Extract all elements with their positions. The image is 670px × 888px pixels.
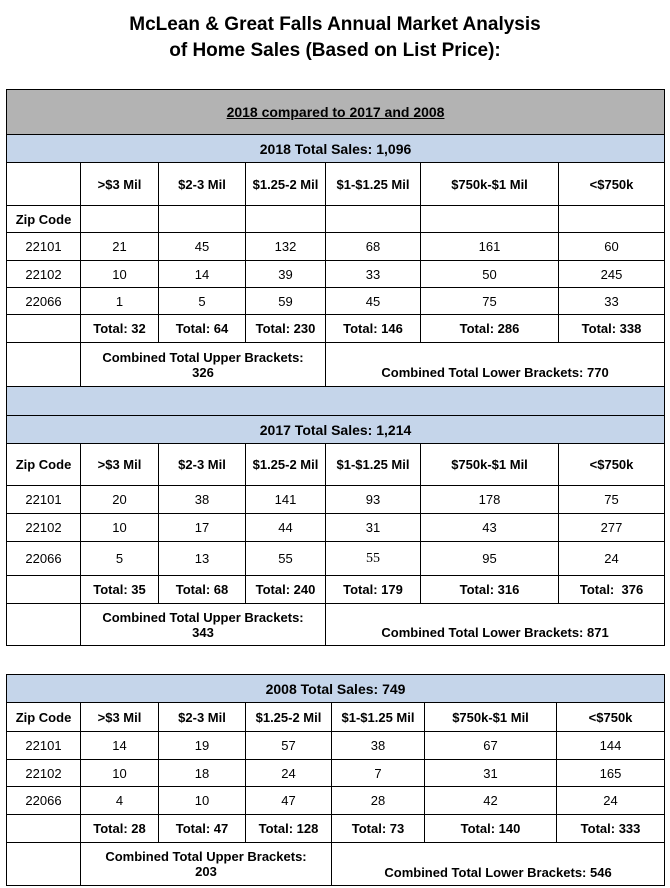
- blank-cell: [7, 815, 81, 843]
- sales-table-2018-2017: [6, 89, 665, 646]
- table-row: [7, 486, 665, 514]
- value-cell: 33: [559, 288, 665, 315]
- value-cell: 57: [246, 732, 332, 760]
- blank-cell: [7, 843, 81, 886]
- table-row: [7, 787, 665, 815]
- total-cell: Total: 338: [559, 315, 665, 343]
- value-cell: 47: [246, 787, 332, 815]
- column-header-row-2017: [7, 444, 665, 486]
- col-header: $1.25-2 Mil: [246, 703, 332, 732]
- value-cell: 67: [425, 732, 557, 760]
- comparison-row: [7, 90, 665, 135]
- year-header-2008: 2008 Total Sales: 749: [7, 675, 665, 703]
- total-cell: Total: 240: [246, 576, 326, 604]
- total-cell: Total: 146: [326, 315, 421, 343]
- value-cell: 10: [81, 514, 159, 542]
- column-header-row-2008: [7, 703, 665, 732]
- value-cell: 4: [81, 787, 159, 815]
- combined-upper-2018: [81, 343, 326, 387]
- value-cell: 277: [559, 514, 665, 542]
- col-header: $1.25-2 Mil: [246, 444, 326, 486]
- col-header: $750k-$1 Mil: [421, 444, 559, 486]
- value-cell: 20: [81, 486, 159, 514]
- value-cell: 50: [421, 261, 559, 288]
- value-cell: 75: [559, 486, 665, 514]
- table-row: [7, 542, 665, 576]
- spacer-row: [7, 387, 665, 416]
- col-header: <$750k: [559, 444, 665, 486]
- total-cell: Total: 179: [326, 576, 421, 604]
- col-header: $2-3 Mil: [159, 163, 246, 206]
- value-cell: 14: [81, 732, 159, 760]
- comparison-title: 2018 compared to 2017 and 2008: [226, 104, 445, 120]
- combined-upper-label: Combined Total Upper Brackets:: [105, 849, 307, 864]
- col-header: <$750k: [557, 703, 665, 732]
- value-cell: 24: [559, 542, 665, 576]
- total-cell: Total: 28: [81, 815, 159, 843]
- total-cell: Total: 68: [159, 576, 246, 604]
- totals-row-2008: [7, 815, 665, 843]
- blank-cell: [7, 604, 81, 646]
- value-cell: 165: [557, 760, 665, 787]
- total-cell: Total: 376: [559, 576, 665, 604]
- blank-cell: [7, 315, 81, 343]
- value-cell: 38: [332, 732, 425, 760]
- zip-code-label: Zip Code: [7, 703, 81, 732]
- zip-cell: 22101: [7, 233, 81, 261]
- value-cell: 31: [326, 514, 421, 542]
- table-row: [7, 732, 665, 760]
- zip-cell: 22102: [7, 760, 81, 787]
- value-cell: 28: [332, 787, 425, 815]
- combined-upper-2017: [81, 604, 326, 646]
- value-cell: 59: [246, 288, 326, 315]
- zip-cell: 22102: [7, 261, 81, 288]
- value-cell: 21: [81, 233, 159, 261]
- combined-upper-value: 326: [192, 364, 214, 380]
- blank-cell: [7, 163, 81, 206]
- value-cell: 55: [246, 542, 326, 576]
- value-cell: 5: [81, 542, 159, 576]
- table-row: [7, 760, 665, 787]
- blank-cell: [421, 206, 559, 233]
- value-cell: 10: [81, 261, 159, 288]
- value-cell: 24: [557, 787, 665, 815]
- zip-code-label: Zip Code: [7, 444, 81, 486]
- value-cell: 45: [326, 288, 421, 315]
- combined-lower-2017: Combined Total Lower Brackets: 871: [326, 604, 665, 646]
- value-cell: 75: [421, 288, 559, 315]
- spacer-band: [7, 387, 665, 416]
- totals-row-2017: [7, 576, 665, 604]
- title-line-2: of Home Sales (Based on List Price):: [169, 40, 501, 61]
- value-cell: 141: [246, 486, 326, 514]
- col-header: $1-$1.25 Mil: [326, 444, 421, 486]
- value-cell: 18: [159, 760, 246, 787]
- value-cell: 55: [326, 542, 421, 576]
- col-header: $1-$1.25 Mil: [332, 703, 425, 732]
- zip-cell: 22066: [7, 288, 81, 315]
- value-cell: 43: [421, 514, 559, 542]
- combined-upper-2008: [81, 843, 332, 886]
- total-cell: Total: 140: [425, 815, 557, 843]
- blank-cell: [81, 206, 159, 233]
- col-header: >$3 Mil: [81, 703, 159, 732]
- combined-lower-2008: Combined Total Lower Brackets: 546: [332, 843, 665, 886]
- col-header: >$3 Mil: [81, 444, 159, 486]
- combined-upper-value: 343: [192, 624, 214, 640]
- total-cell: Total: 316: [421, 576, 559, 604]
- value-cell: 45: [159, 233, 246, 261]
- value-cell: 5: [159, 288, 246, 315]
- value-cell: 178: [421, 486, 559, 514]
- blank-cell: [159, 206, 246, 233]
- combined-upper-label: Combined Total Upper Brackets:: [102, 349, 304, 365]
- zip-cell: 22066: [7, 542, 81, 576]
- combined-row-2008: [7, 843, 665, 886]
- col-header: $2-3 Mil: [159, 444, 246, 486]
- combined-upper-label: Combined Total Upper Brackets:: [102, 609, 304, 625]
- value-cell: 17: [159, 514, 246, 542]
- table-row: [7, 288, 665, 315]
- value-cell: 245: [559, 261, 665, 288]
- value-cell: 10: [81, 760, 159, 787]
- zip-cell: 22101: [7, 486, 81, 514]
- total-cell: Total: 230: [246, 315, 326, 343]
- value-cell: 144: [557, 732, 665, 760]
- blank-cell: [559, 206, 665, 233]
- page-title: [0, 12, 670, 64]
- total-cell: Total: 333: [557, 815, 665, 843]
- value-cell: 19: [159, 732, 246, 760]
- total-cell: Total: 32: [81, 315, 159, 343]
- zip-cell: 22066: [7, 787, 81, 815]
- value-cell: 24: [246, 760, 332, 787]
- table-row: [7, 261, 665, 288]
- table-row: [7, 514, 665, 542]
- col-header: $1-$1.25 Mil: [326, 163, 421, 206]
- col-header: $750k-$1 Mil: [421, 163, 559, 206]
- total-cell: Total: 286: [421, 315, 559, 343]
- total-cell: Total: 35: [81, 576, 159, 604]
- totals-row-2018: [7, 315, 665, 343]
- value-cell: 39: [246, 261, 326, 288]
- value-cell: 1: [81, 288, 159, 315]
- value-cell: 44: [246, 514, 326, 542]
- zip-cell: 22101: [7, 732, 81, 760]
- total-cell: Total: 128: [246, 815, 332, 843]
- combined-upper-value: 203: [195, 864, 217, 879]
- sales-table-2008: [6, 674, 665, 886]
- column-header-row-2018: [7, 163, 665, 206]
- total-cell: Total: 64: [159, 315, 246, 343]
- zip-code-label: Zip Code: [7, 206, 81, 233]
- col-header: $750k-$1 Mil: [425, 703, 557, 732]
- value-cell: 42: [425, 787, 557, 815]
- col-header: >$3 Mil: [81, 163, 159, 206]
- comparison-header: [7, 90, 665, 135]
- blank-cell: [326, 206, 421, 233]
- blank-cell: [7, 576, 81, 604]
- value-cell: 13: [159, 542, 246, 576]
- col-header: $2-3 Mil: [159, 703, 246, 732]
- year-row-2017: [7, 416, 665, 444]
- value-cell: 38: [159, 486, 246, 514]
- zip-label-row-2018: [7, 206, 665, 233]
- zip-cell: 22102: [7, 514, 81, 542]
- combined-lower-2018: Combined Total Lower Brackets: 770: [326, 343, 665, 387]
- total-cell: Total: 47: [159, 815, 246, 843]
- combined-row-2018: [7, 343, 665, 387]
- value-cell: 161: [421, 233, 559, 261]
- value-cell: 68: [326, 233, 421, 261]
- year-header-2017: 2017 Total Sales: 1,214: [7, 416, 665, 444]
- value-cell: 132: [246, 233, 326, 261]
- blank-cell: [246, 206, 326, 233]
- value-cell: 7: [332, 760, 425, 787]
- col-header: $1.25-2 Mil: [246, 163, 326, 206]
- value-cell: 33: [326, 261, 421, 288]
- value-cell: 95: [421, 542, 559, 576]
- value-cell: 10: [159, 787, 246, 815]
- year-header-2018: 2018 Total Sales: 1,096: [7, 135, 665, 163]
- year-row-2008: [7, 675, 665, 703]
- value-cell: 31: [425, 760, 557, 787]
- total-cell: Total: 73: [332, 815, 425, 843]
- year-row-2018: [7, 135, 665, 163]
- value-cell: 93: [326, 486, 421, 514]
- table-row: [7, 233, 665, 261]
- combined-row-2017: [7, 604, 665, 646]
- value-cell: 14: [159, 261, 246, 288]
- value-cell: 60: [559, 233, 665, 261]
- title-line-1: McLean & Great Falls Annual Market Analysis: [129, 14, 541, 35]
- blank-cell: [7, 343, 81, 387]
- col-header: <$750k: [559, 163, 665, 206]
